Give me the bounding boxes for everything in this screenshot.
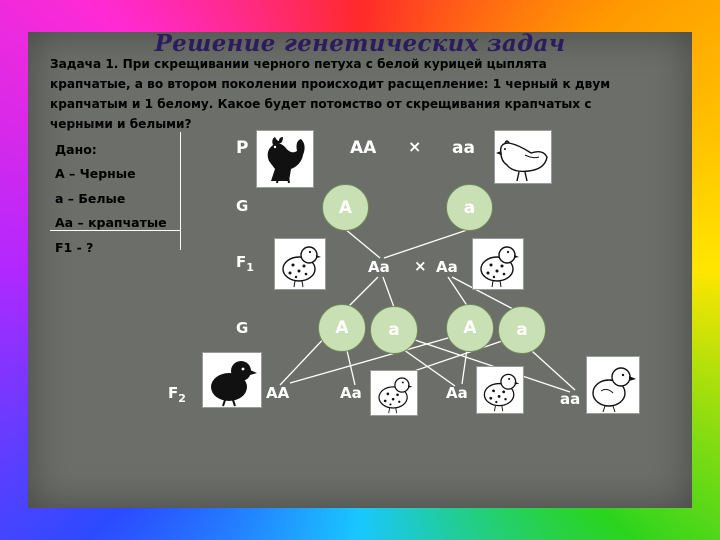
- parent2-genotype: аа: [452, 138, 475, 158]
- f1-label: [236, 253, 254, 274]
- f2-label: [168, 384, 186, 405]
- black-chick-icon: [203, 353, 261, 407]
- gamete-A-label: А: [338, 197, 353, 218]
- hen-picture: [494, 130, 552, 184]
- f2-genotype-1: АА: [266, 384, 290, 402]
- gamete-f1-a2-label: а: [516, 320, 528, 340]
- given-recessive: а – Белые: [55, 191, 126, 206]
- f1-chick-picture-left: [274, 238, 326, 290]
- g-label: G: [236, 197, 249, 215]
- gamete-A-parent: [322, 184, 369, 231]
- parent1-genotype: АА: [350, 138, 377, 158]
- f2-letter: F: [168, 384, 179, 402]
- speckled-chick-icon: [473, 239, 523, 289]
- f2-speckled-chick-picture-2: [476, 366, 524, 414]
- line-a-to-f1: [384, 229, 470, 258]
- f2-genotype-4: аа: [560, 390, 581, 408]
- problem-line: крапчатые, а во втором поколении происходит расщепление: 1 черный к двум: [50, 77, 611, 91]
- f2-speckled-chick-picture-1: [370, 370, 418, 416]
- line-A-to-f1: [345, 229, 380, 258]
- p-label: P: [236, 138, 249, 158]
- f1-subscript: 1: [246, 261, 254, 274]
- gamete-f1-A2-label: А: [463, 318, 477, 338]
- rooster-icon: [257, 131, 313, 187]
- cross-sign: ×: [408, 137, 422, 156]
- gamete-a-label: а: [463, 197, 476, 218]
- speckled-chick-icon: [275, 239, 325, 289]
- f2-genotype-2: Аа: [340, 384, 362, 402]
- problem-line: крапчатым и 1 белому. Какое будет потомство от скрещивания крапчатых с: [50, 97, 592, 111]
- g2-label: G: [236, 319, 249, 337]
- f1-genotype: Аа: [368, 258, 390, 276]
- problem-line: черными и белыми?: [50, 117, 192, 131]
- gamete-a-parent: [446, 184, 493, 231]
- rooster-picture: [256, 130, 314, 188]
- f1-partner-genotype: Аа: [436, 258, 458, 276]
- speckled-chick-icon: [371, 371, 417, 415]
- f2-black-chick-picture: [202, 352, 262, 408]
- gamete-f1-A2: [446, 304, 494, 352]
- gamete-f1-a1-label: а: [388, 320, 400, 340]
- f1-letter: F: [236, 253, 247, 271]
- gamete-f1-A1-label: А: [335, 318, 349, 338]
- white-chick-icon: [587, 357, 639, 413]
- gamete-f1-A1: [318, 304, 366, 352]
- given-dominant: А – Черные: [55, 166, 136, 181]
- given-question: F1 - ?: [55, 240, 94, 255]
- f1-chick-picture-right: [472, 238, 524, 290]
- f2-genotype-3: Аа: [446, 384, 468, 402]
- slide-title: Решение генетических задач: [154, 30, 566, 57]
- problem-line: Задача 1. При скрещивании черного петуха с белой курицей цыплята: [50, 57, 547, 71]
- given-heterozygote: Аа – крапчатые: [55, 215, 167, 230]
- given-label: Дано:: [55, 142, 97, 157]
- hen-icon: [495, 131, 551, 183]
- speckled-chick-icon: [477, 367, 523, 413]
- f2-white-chick-picture: [586, 356, 640, 414]
- gamete-f1-a2: [498, 306, 546, 354]
- f2-subscript: 2: [178, 392, 186, 405]
- gamete-f1-a1: [370, 306, 418, 354]
- f1-cross-sign: ×: [414, 257, 427, 275]
